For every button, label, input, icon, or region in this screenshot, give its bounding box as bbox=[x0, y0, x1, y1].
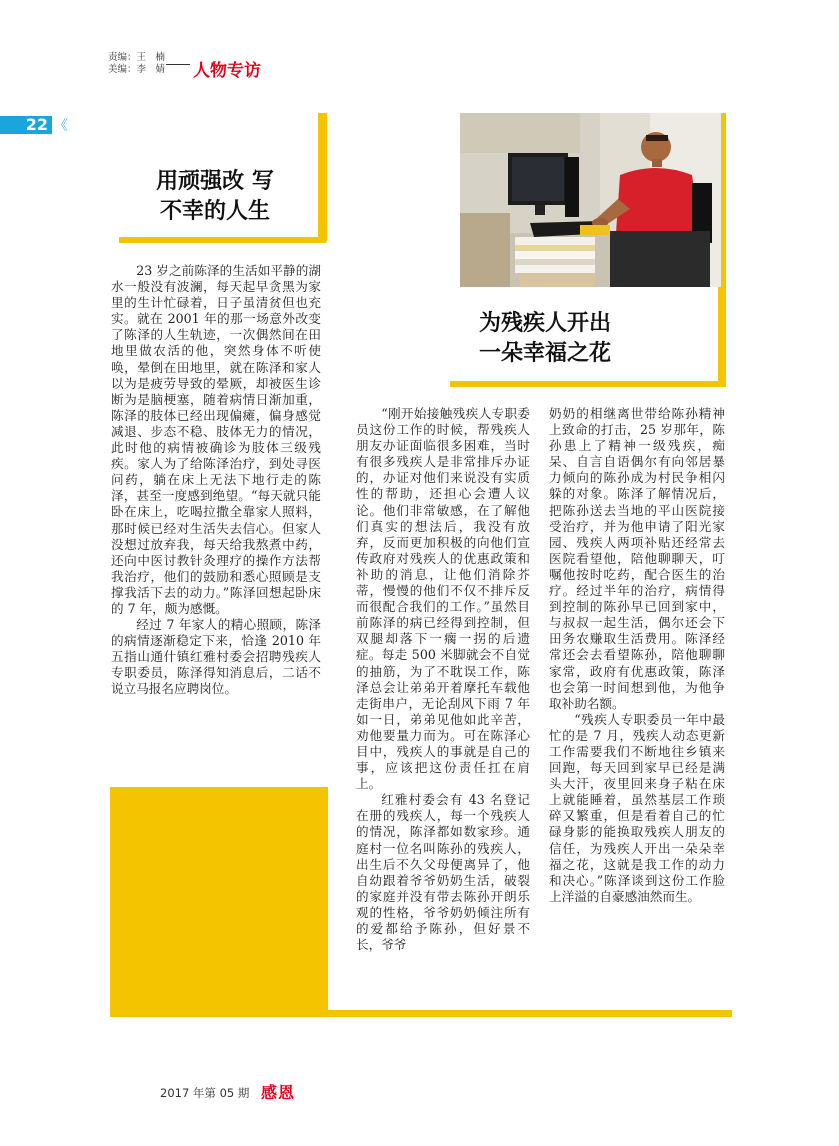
office-scene-image bbox=[460, 113, 721, 287]
left-column bbox=[111, 263, 321, 698]
title-frame-underline bbox=[119, 237, 326, 243]
title-frame-vertical bbox=[318, 113, 327, 241]
middle-column bbox=[356, 406, 530, 953]
headline-1 bbox=[125, 167, 305, 227]
page-marker: 《 bbox=[54, 118, 68, 134]
middle-paragraph-2: 红雅村委会有 43 名登记在册的残疾人，每一个残疾人的情况，陈泽都如数家珍。通庭村一位名叫陈孙的残疾人，出生后不久父母便离异了，他自幼跟着爷爷奶奶生活，破裂的家庭并没有带去陈孙开朗乐观的性格，爷爷奶奶倾注所有的爱都给予陈孙，但好景不长，爷爷 bbox=[356, 792, 530, 953]
left-paragraph-1: 23 岁之前陈泽的生活如平静的湖水一般没有波澜，每天起早贪黑为家里的生计忙碌着，日子虽清贫但也充实。就在 2001 年的那一场意外改变了陈泽的人生轨迹，一次偶然间在田地里做农活的他，突然身体不听使唤，晕倒在田地里，就在陈泽和家人以为是疲劳导致的晕厥，却被医生诊断为是脑梗塞，随着病情日渐加重，陈泽的肢体已经出现偏瘫，偏身感觉减退、步态不稳、肢体无力的情况，此时他的病情被确诊为肢体三级残疾。家人为了给陈泽治疗，到处寻医问药，躺在床上无法下地行走的陈泽，甚至一度感到绝望。“每天就只能卧在床上，吃喝拉撒全靠家人照料，那时候已经对生活失去信心。但家人没想过放弃我，每天给我熬煮中药，还向中医讨教针灸理疗的操作方法帮我治疗，他们的鼓励和悉心照顾是支撑我活下去的动力。”陈泽回想起卧床的 7 年，颇为感慨。 bbox=[111, 263, 321, 616]
headline-1-line-1: 用顽强改 写 bbox=[156, 169, 274, 194]
header-rule bbox=[166, 64, 190, 65]
page-number-tab bbox=[0, 115, 68, 134]
editor-credit: 责编：王 楠 bbox=[108, 52, 166, 63]
portrait-photo bbox=[460, 113, 721, 287]
headline-2-line-1: 为残疾人开出 bbox=[478, 311, 611, 336]
decor-block bbox=[110, 787, 328, 1010]
magazine-logo: 感恩 bbox=[261, 1083, 296, 1102]
headline-2 bbox=[460, 309, 630, 369]
decor-baseline bbox=[110, 1010, 732, 1017]
headline-2-line-2: 一朵幸福之花 bbox=[478, 341, 611, 366]
right-paragraph-2: “残疾人专职委员一年中最忙的是 7 月，残疾人动态更新工作需要我们不断地往乡镇来回跑，每天回到家早已经是满头大汗，夜里回来身子粘在床上就能睡着，虽然基层工作琐碎又繁重，但是看着自己的忙碌身影的能换取残疾人朋友的信任，为残疾人开出一朵朵幸福之花，这就是我工作的动力和决心。”陈泽谈到这份工作脸上洋溢的自豪感油然而生。 bbox=[549, 711, 725, 904]
left-paragraph-2: 经过 7 年家人的精心照顾，陈泽的病情逐渐稳定下来，恰逢 2010 年五指山通什镇红雅村委会招聘残疾人专职委员，陈泽得知消息后，二话不说立马报名应聘岗位。 bbox=[111, 617, 321, 697]
middle-paragraph-1: “刚开始接触残疾人专职委员这份工作的时候，帮残疾人朋友办证面临很多困难，当时有很多残疾人是非常排斥办证的，办证对他们来说没有实质性的帮助，还担心会遭人议论。他们非常敏感，在了解他们真实的想法后，我没有放弃，反而更加积极的向他们宣传政府对残疾人的优惠政策和补助的消息，让他们消除芥蒂，慢慢的他们不仅不排斥反而很配合我们的工作。”虽然目前陈泽的病已经得到控制，但双腿却落下一瘸一拐的后遗症。每走 500 米脚就会不自觉的抽筋，为了不耽误工作，陈泽总会让弟弟开着摩托车载他走街串户，无论刮风下雨 7 年如一日，弟弟见他如此辛苦，劝他要量力而为。可在陈泽心目中，残疾人的事就是自己的事，应该把这份责任扛在肩上。 bbox=[356, 406, 530, 792]
headline-1-line-2: 不幸的人生 bbox=[159, 199, 270, 224]
page-number: 22 bbox=[25, 115, 48, 134]
designer-credit: 美编：李 婧 bbox=[108, 64, 166, 75]
right-paragraph-1: 奶奶的相继离世带给陈孙精神上致命的打击，25 岁那年，陈孙患上了精神一级残疾，痴呆、自言自语偶尔有向邻居暴力倾向的陈孙成为村民争相闪躲的对象。陈泽了解情况后，把陈孙送去当地的平山医院接受治疗，并为他申请了阳光家园、残疾人两项补贴还经常去医院看望他，陪他聊聊天，叮嘱他按时吃药，配合医生的治疗。经过半年的治疗，病情得到控制的陈孙早已回到家中，与叔叔一起生活，偶尔还会下田务农赚取生活费用。陈泽经常还会去看望陈孙，陪他聊聊家常，政府有优惠政策，陈泽也会第一时间想到他，为他争取补助名额。 bbox=[549, 406, 725, 711]
issue-label: 2017 年第 05 期 bbox=[160, 1086, 250, 1100]
right-column bbox=[549, 406, 725, 905]
photo-frame-underline bbox=[450, 381, 726, 387]
masthead bbox=[108, 52, 261, 81]
section-title: 人物专访 bbox=[193, 61, 261, 81]
